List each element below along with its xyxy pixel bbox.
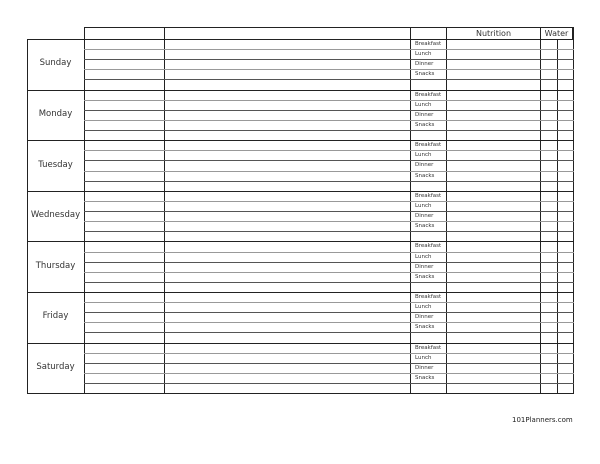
day-divider [27, 39, 574, 40]
meal-label-snacks: Snacks [415, 374, 435, 381]
meal-label-breakfast: Breakfast [415, 41, 442, 47]
meal-label-lunch: Lunch [415, 152, 432, 159]
meal-label-lunch: Lunch [415, 354, 432, 361]
meal-label-dinner: Dinner [415, 61, 434, 68]
header-water: Water [540, 27, 573, 39]
meal-label-lunch: Lunch [415, 304, 432, 311]
row-line [84, 353, 574, 354]
row-line [84, 160, 574, 161]
header-cell-blank-3 [410, 27, 446, 39]
day-divider [27, 140, 574, 141]
row-line [84, 120, 574, 121]
day-label-saturday: Saturday [36, 361, 75, 372]
meal-label-lunch: Lunch [415, 101, 432, 108]
row-line [84, 69, 574, 70]
row-line [84, 262, 574, 263]
day-divider [27, 90, 574, 91]
row-line [84, 59, 574, 60]
day-label-tuesday: Tuesday [38, 159, 73, 170]
meal-label-lunch: Lunch [415, 202, 432, 209]
meal-label-breakfast: Breakfast [415, 294, 442, 300]
day-label-sunday: Sunday [39, 58, 72, 69]
row-line [84, 272, 574, 273]
meal-label-dinner: Dinner [415, 162, 434, 169]
brand-footer: 101Planners.com [512, 416, 573, 424]
meal-label-lunch: Lunch [415, 51, 432, 58]
row-line [84, 171, 574, 172]
row-line [84, 100, 574, 101]
day-divider [27, 343, 574, 344]
row-line [84, 201, 574, 202]
day-divider [27, 241, 574, 242]
row-line [84, 383, 574, 384]
header-cell-blank-2 [164, 27, 410, 39]
meal-label-breakfast: Breakfast [415, 344, 442, 351]
meal-label-dinner: Dinner [415, 213, 434, 220]
day-divider [27, 292, 574, 293]
grid-bottom-border [27, 393, 574, 394]
row-line [84, 49, 574, 50]
row-line [84, 79, 574, 80]
row-line [84, 221, 574, 222]
meal-label-snacks: Snacks [415, 223, 435, 230]
meal-label-breakfast: Breakfast [415, 91, 442, 98]
meal-label-dinner: Dinner [415, 364, 434, 371]
day-divider [27, 191, 574, 192]
row-line [84, 130, 574, 131]
row-line [84, 252, 574, 253]
day-label-wednesday: Wednesday [30, 210, 81, 221]
meal-label-lunch: Lunch [415, 253, 432, 260]
row-line [84, 332, 574, 333]
row-line [84, 363, 574, 364]
row-line [84, 211, 574, 212]
row-line [84, 282, 574, 283]
header-nutrition: Nutrition [446, 27, 540, 39]
grid-vline [557, 39, 558, 393]
meal-label-snacks: Snacks [415, 324, 435, 331]
row-line [84, 312, 574, 313]
meal-label-dinner: Dinner [415, 263, 434, 270]
meal-label-breakfast: Breakfast [415, 192, 442, 199]
day-label-monday: Monday [38, 108, 73, 119]
meal-label-snacks: Snacks [415, 273, 435, 280]
meal-label-breakfast: Breakfast [415, 142, 442, 149]
meal-label-breakfast: Breakfast [415, 243, 442, 250]
header-cell-blank-1 [84, 27, 164, 39]
meal-label-snacks: Snacks [415, 71, 435, 78]
meal-label-dinner: Dinner [415, 314, 434, 321]
row-line [84, 302, 574, 303]
meal-label-snacks: Snacks [415, 172, 435, 179]
meal-label-snacks: Snacks [415, 121, 435, 128]
row-line [84, 150, 574, 151]
row-line [84, 110, 574, 111]
day-label-friday: Friday [42, 311, 69, 322]
row-line [84, 181, 574, 182]
row-line [84, 231, 574, 232]
row-line [84, 373, 574, 374]
day-label-thursday: Thursday [35, 260, 76, 271]
row-line [84, 322, 574, 323]
meal-label-dinner: Dinner [415, 111, 434, 118]
